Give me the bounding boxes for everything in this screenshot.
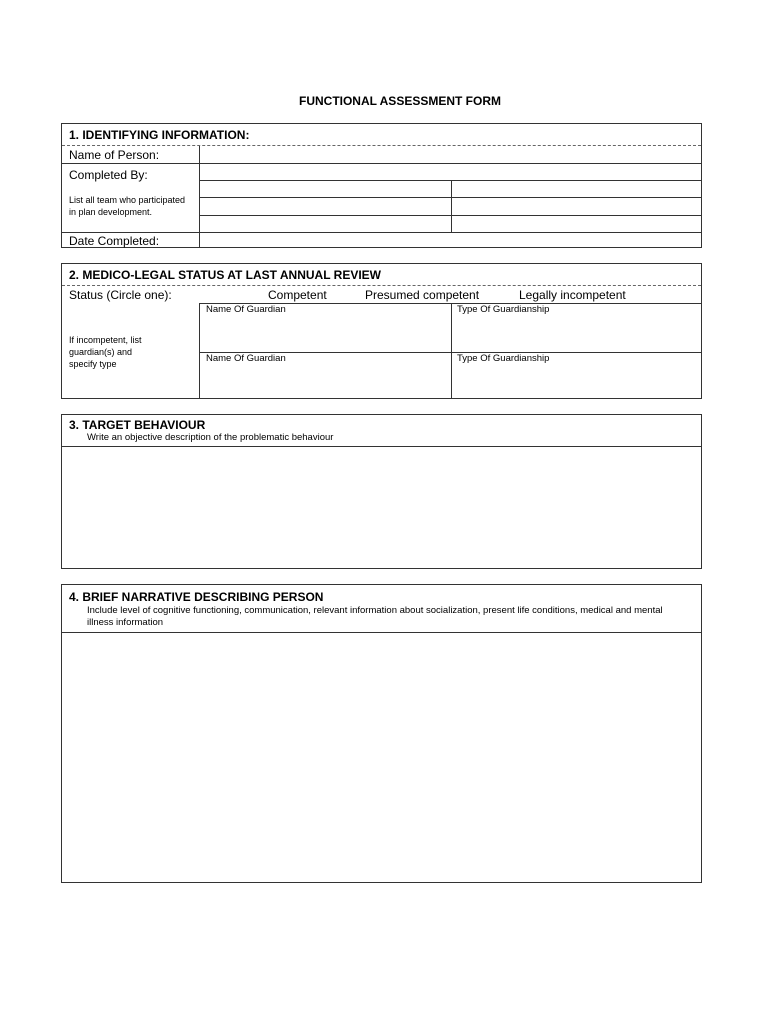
guardian-name-field-1[interactable] xyxy=(200,316,451,352)
team-member-field-4[interactable] xyxy=(452,198,701,215)
status-label: Status (Circle one): xyxy=(69,288,172,302)
section-medico-legal-status xyxy=(61,263,702,399)
name-of-person-label: Name of Person: xyxy=(69,148,160,162)
team-member-field-6[interactable] xyxy=(452,216,701,232)
date-completed-label: Date Completed: xyxy=(69,234,160,248)
brief-narrative-field[interactable] xyxy=(62,633,701,882)
completed-by-label: Completed By: xyxy=(69,168,148,182)
section-1-heading: 1. IDENTIFYING INFORMATION: xyxy=(69,128,250,142)
guardianship-type-label-1: Type Of Guardianship xyxy=(457,304,550,315)
divider xyxy=(199,303,200,398)
status-option-legally-incompetent[interactable]: Legally incompetent xyxy=(519,288,626,302)
guardian-name-field-2[interactable] xyxy=(200,365,451,398)
name-of-person-field[interactable] xyxy=(200,146,701,163)
team-note: List all team who participated in plan development. xyxy=(69,195,186,217)
guardian-note: If incompetent, list guardian(s) and specify type xyxy=(69,335,142,369)
divider xyxy=(451,303,452,398)
guardianship-type-label-2: Type Of Guardianship xyxy=(457,353,550,364)
section-4-instruction: Include level of cognitive functioning, communication, relevant information about socialization, present life conditions, medical and mental illness information xyxy=(87,605,663,628)
section-2-heading: 2. MEDICO-LEGAL STATUS AT LAST ANNUAL REVIEW xyxy=(69,268,381,282)
team-member-field-2[interactable] xyxy=(452,181,701,197)
guardianship-type-field-1[interactable] xyxy=(452,316,701,352)
target-behaviour-field[interactable] xyxy=(62,447,701,568)
team-member-field-3[interactable] xyxy=(200,198,451,215)
section-4-heading: 4. BRIEF NARRATIVE DESCRIBING PERSON xyxy=(69,590,324,604)
status-option-presumed-competent[interactable]: Presumed competent xyxy=(365,288,480,302)
guardianship-type-field-2[interactable] xyxy=(452,365,701,398)
divider xyxy=(451,180,452,232)
team-member-field-1[interactable] xyxy=(200,181,451,197)
completed-by-field[interactable] xyxy=(200,164,701,180)
date-completed-field[interactable] xyxy=(200,233,701,247)
section-3-heading: 3. TARGET BEHAVIOUR xyxy=(69,418,206,432)
section-target-behaviour xyxy=(61,414,702,569)
section-brief-narrative xyxy=(61,584,702,883)
divider xyxy=(62,285,701,286)
divider xyxy=(199,146,200,247)
guardian-name-label-1: Name Of Guardian xyxy=(206,304,286,315)
section-identifying-information xyxy=(61,123,702,248)
guardian-name-label-2: Name Of Guardian xyxy=(206,353,286,364)
status-option-competent[interactable]: Competent xyxy=(268,288,327,302)
team-member-field-5[interactable] xyxy=(200,216,451,232)
section-3-instruction: Write an objective description of the problematic behaviour xyxy=(87,432,334,443)
page-title: FUNCTIONAL ASSESSMENT FORM xyxy=(298,94,501,108)
